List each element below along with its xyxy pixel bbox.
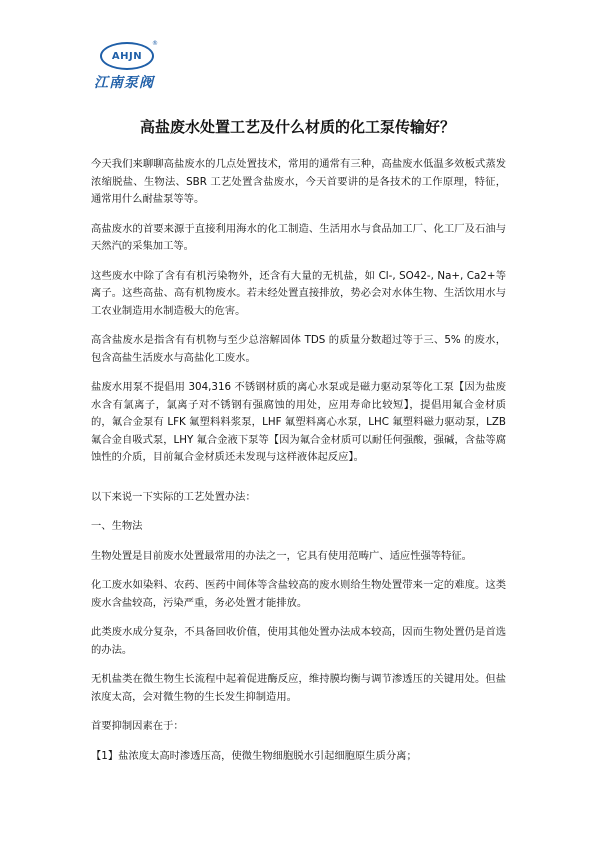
paragraph-chemical-wastewater: 化工废水如染料、农药、医药中间体等含盐较高的废水则给生物处置带来一定的难度。这类废水含盐较高，污染严重，务必处置才能排放。 [91,579,506,609]
logo-wordmark: AHJN [111,50,143,62]
paragraph-pollutants: 这些废水中除了含有有机污染物外，还含有大量的无机盐，如 Cl-, SO42-, Na+, Ca2+等离子。这些高盐、高有机物废水。若未经处置直接排放，势必会对水体生物、生活饮用水与工农业制造用水制造极大的危害。 [91,269,506,317]
paragraph-inhibition-factors: 首要抑制因素在于： [91,720,184,732]
page-title: 高盐废水处置工艺及什么材质的化工泵传输好？ [139,118,455,136]
company-logo [92,40,164,96]
logo-company-name: 江南泵阀 [94,75,154,91]
article-body [91,156,506,777]
paragraph-definition: 高含盐废水是指含有有机物与至少总溶解固体 TDS 的质量分数超过等于三、5% 的废水，包含高盐生活废水与高盐化工废水。 [91,334,506,364]
paragraph-biological-overview: 生物处置是目前废水处置最常用的办法之一，它具有使用范畴广、适应性强等特征。 [91,549,472,562]
paragraph-pump-recommendation: 盐废水用泵不提倡用 304,316 不锈钢材质的离心水泵或是磁力驱动泵等化工泵【因为盐废水含有氯离子，氯离子对不锈钢有强腐蚀的用处，应用寿命比较短】，提倡用氟合金材质的，氟合金泵有 LFK 氟塑料料浆泵，LHF 氟塑料离心水泵，LHC 氟塑料磁力驱动泵，LZB 氟合金自吸式泵，LHY 氟合金液下泵等【因为氟合金材质可以耐任何强酸，强碱，含盐等腐蚀性的介质，目前氟合金材质还未发现与这样液体起反应】。 [91,381,506,463]
paragraph-factor-1: 【1】盐浓度太高时渗透压高，使微生物细胞脱水引起细胞原生质分离； [91,749,417,762]
paragraph-intro: 今天我们来聊聊高盐废水的几点处置技术，常用的通常有三种，高盐废水低温多效板式蒸发浓缩脱盐、生物法、SBR 工艺处置含盐废水，今天首要讲的是各技术的工作原理，特征，通常用什么耐盐泵等等。 [91,158,506,205]
paragraph-inorganic-salts: 无机盐类在微生物生长流程中起着促进酶反应，维持膜均衡与调节渗透压的关键用处。但盐浓度太高，会对微生物的生长发生抑制造用。 [91,673,506,703]
logo-emblem [100,42,154,70]
paragraph-methods-intro: 以下来说一下实际的工艺处置办法： [91,490,256,503]
paragraph-sources: 高盐废水的首要来源于直接利用海水的化工制造、生活用水与食品加工厂、化工厂及石油与天然汽的采集加工等。 [91,222,506,252]
registered-mark: ® [152,40,158,47]
paragraph-composition: 此类废水成分复杂，不具备回收价值，使用其他处置办法成本较高，因而生物处置仍是首选的办法。 [91,626,506,656]
section-heading-biological: 一、生物法 [91,520,143,532]
